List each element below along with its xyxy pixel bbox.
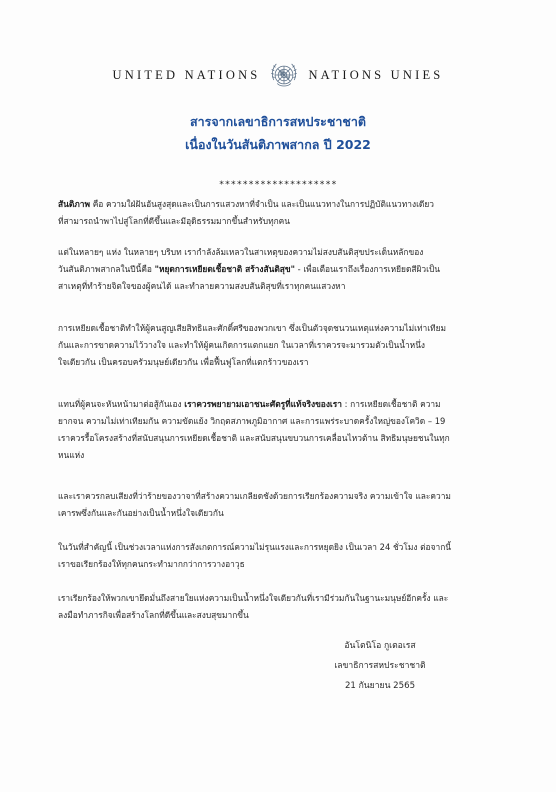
paragraph-4 (58, 396, 490, 464)
paragraph-1-line (58, 196, 490, 213)
paragraph-2-line (58, 261, 490, 278)
signature-date: 21 กันยายน 2565 (344, 681, 416, 691)
paragraph-2-line: แต่ในหลายๆ แห่ง ในหลายๆ บริบท เรากำลังล้มเหลวในสาเหตุของความไม่สงบสันติสุขประเด็นหลักของ (58, 247, 424, 257)
letterhead-left-text: UNITED NATIONS (112, 67, 261, 82)
paragraph-3 (58, 320, 490, 371)
letterhead-right-text: NATIONS UNIES (308, 67, 444, 82)
paragraph-5-line: และเราควรกลบเสียงที่ว่าร้ายของวาจาที่สร้างความเกลียดชังด้วยการเรียกร้องความจริง ความเข้าใจ และความ (58, 491, 451, 501)
paragraph-4-line: ยากจน ความไม่เท่าเทียมกัน ความขัดแย้ง วิกฤตสภาพภูมิอากาศ และการแพร่ระบาดครั้งใหญ่ของโควิด – 19 (58, 416, 446, 426)
paragraph-3-line: การเหยียดเชื้อชาติทำให้ผู้คนสูญเสียสิทธิและศักดิ์ศรีของพวกเขา ซึ่งเป็นตัวจุดชนวนเหตุแห่งความไม่เท่าเทียม (58, 323, 447, 333)
paragraph-2-bold: "หยุดการเหยียดเชื้อชาติ สร้างสันติสุข" (154, 264, 295, 274)
paragraph-5 (58, 488, 490, 522)
paragraph-6-line: ในวันที่สำคัญนี้ เป็นช่วงเวลาแห่งการสังเกตการณ์ความไม่รุนแรงและการหยุดยิง เป็นเวลา 24 ชั่วโมง ต่อจากนี้ (58, 542, 451, 552)
paragraph-2-line: สาเหตุที่ทำร้ายจิตใจของผู้คนได้ และทำลายความสงบสันติสุขที่เราทุกคนแสวงหา (58, 281, 346, 291)
paragraph-4-line: หนแห่ง (58, 450, 85, 460)
paragraph-7-line: ลงมือทำภารกิจเพื่อสร้างโลกที่ดีขึ้นและสงบสุขมากขึ้น (58, 610, 249, 620)
signature-position: เลขาธิการสหประชาชาติ (334, 661, 426, 671)
paragraph-4-text: : การเหยียดเชื้อชาติ ความ (341, 399, 441, 409)
paragraph-1-bold: สันติภาพ (58, 199, 91, 209)
paragraph-4-text: แทนที่ผู้คนจะหันหน้ามาต่อสู้กันเอง (58, 399, 185, 409)
paragraph-2-text: วันสันติภาพสากลในปีนี้คือ (58, 264, 155, 274)
paragraph-1 (58, 196, 490, 230)
paragraph-6-line: เราขอเรียกร้องให้ทุกคนกระทำมากกว่าการวางอาวุธ (58, 559, 245, 569)
paragraph-4-line: เราควรรื้อโครงสร้างที่สนับสนุนการเหยียดเชื้อชาติ และสนับสนุนขบวนการเคลื่อนไหวต้าน สิทธิมนุษยชนในทุก (58, 433, 450, 443)
paragraph-4-bold: เราควรพยายามเอาชนะศัตรูที่แท้จริงของเรา (184, 399, 342, 409)
title-line-2: เนื่องในวันสันติภาพสากล ปี 2022 (185, 137, 371, 152)
paragraph-7 (58, 590, 490, 624)
paragraph-2-text: - เพื่อเตือนเราถึงเรื่องการเหยียดสีผิวเป็น (294, 264, 441, 274)
paragraph-1-line: ที่สามารถนำพาไปสู่โลกที่ดีขึ้นและมีอุดิธรรมมากขึ้นสำหรับทุกคน (58, 216, 290, 226)
paragraph-3-line: ใจเดียวกัน เป็นครอบครัวมนุษย์เดียวกัน เพื่อฟื้นฟูโลกที่แตกร้าวของเรา (58, 357, 309, 367)
letterhead (0, 58, 556, 92)
paragraph-6 (58, 539, 490, 573)
paragraph-1-text: คือ ความใฝ่ฝันอันสูงสุดและเป็นการแสวงหาที่จำเป็น และเป็นแนวทางในการปฏิบัติแนวทางเดียว (90, 199, 434, 209)
paragraph-5-line: เคารพซึ่งกันและกันอย่างเป็นน้ำหนึ่งใจเดียวกัน (58, 508, 224, 518)
paragraph-3-line: กันและการขาดความไว้วางใจ และทำให้ผู้คนเกิดการแตกแยก ในเวลาที่เราควรจะมารวมตัวเป็นน้ำหนึ่ง (58, 340, 426, 350)
separator: ******************** (218, 180, 338, 190)
paragraph-2 (58, 244, 490, 295)
un-emblem-icon (267, 58, 301, 92)
title-line-1: สารจากเลขาธิการสหประชาชาติ (189, 114, 367, 129)
signature-name: อันโตนิโอ กูเตอเรส (344, 641, 416, 651)
paragraph-7-line: เราเรียกร้องให้พวกเขายึดมั่นถึงสายใยแห่งความเป็นน้ำหนึ่งใจเดียวกันที่เรามีร่วมกันในฐานะมนุษย์อีกครั้ง และ (58, 593, 449, 603)
paragraph-4-line (58, 396, 490, 413)
